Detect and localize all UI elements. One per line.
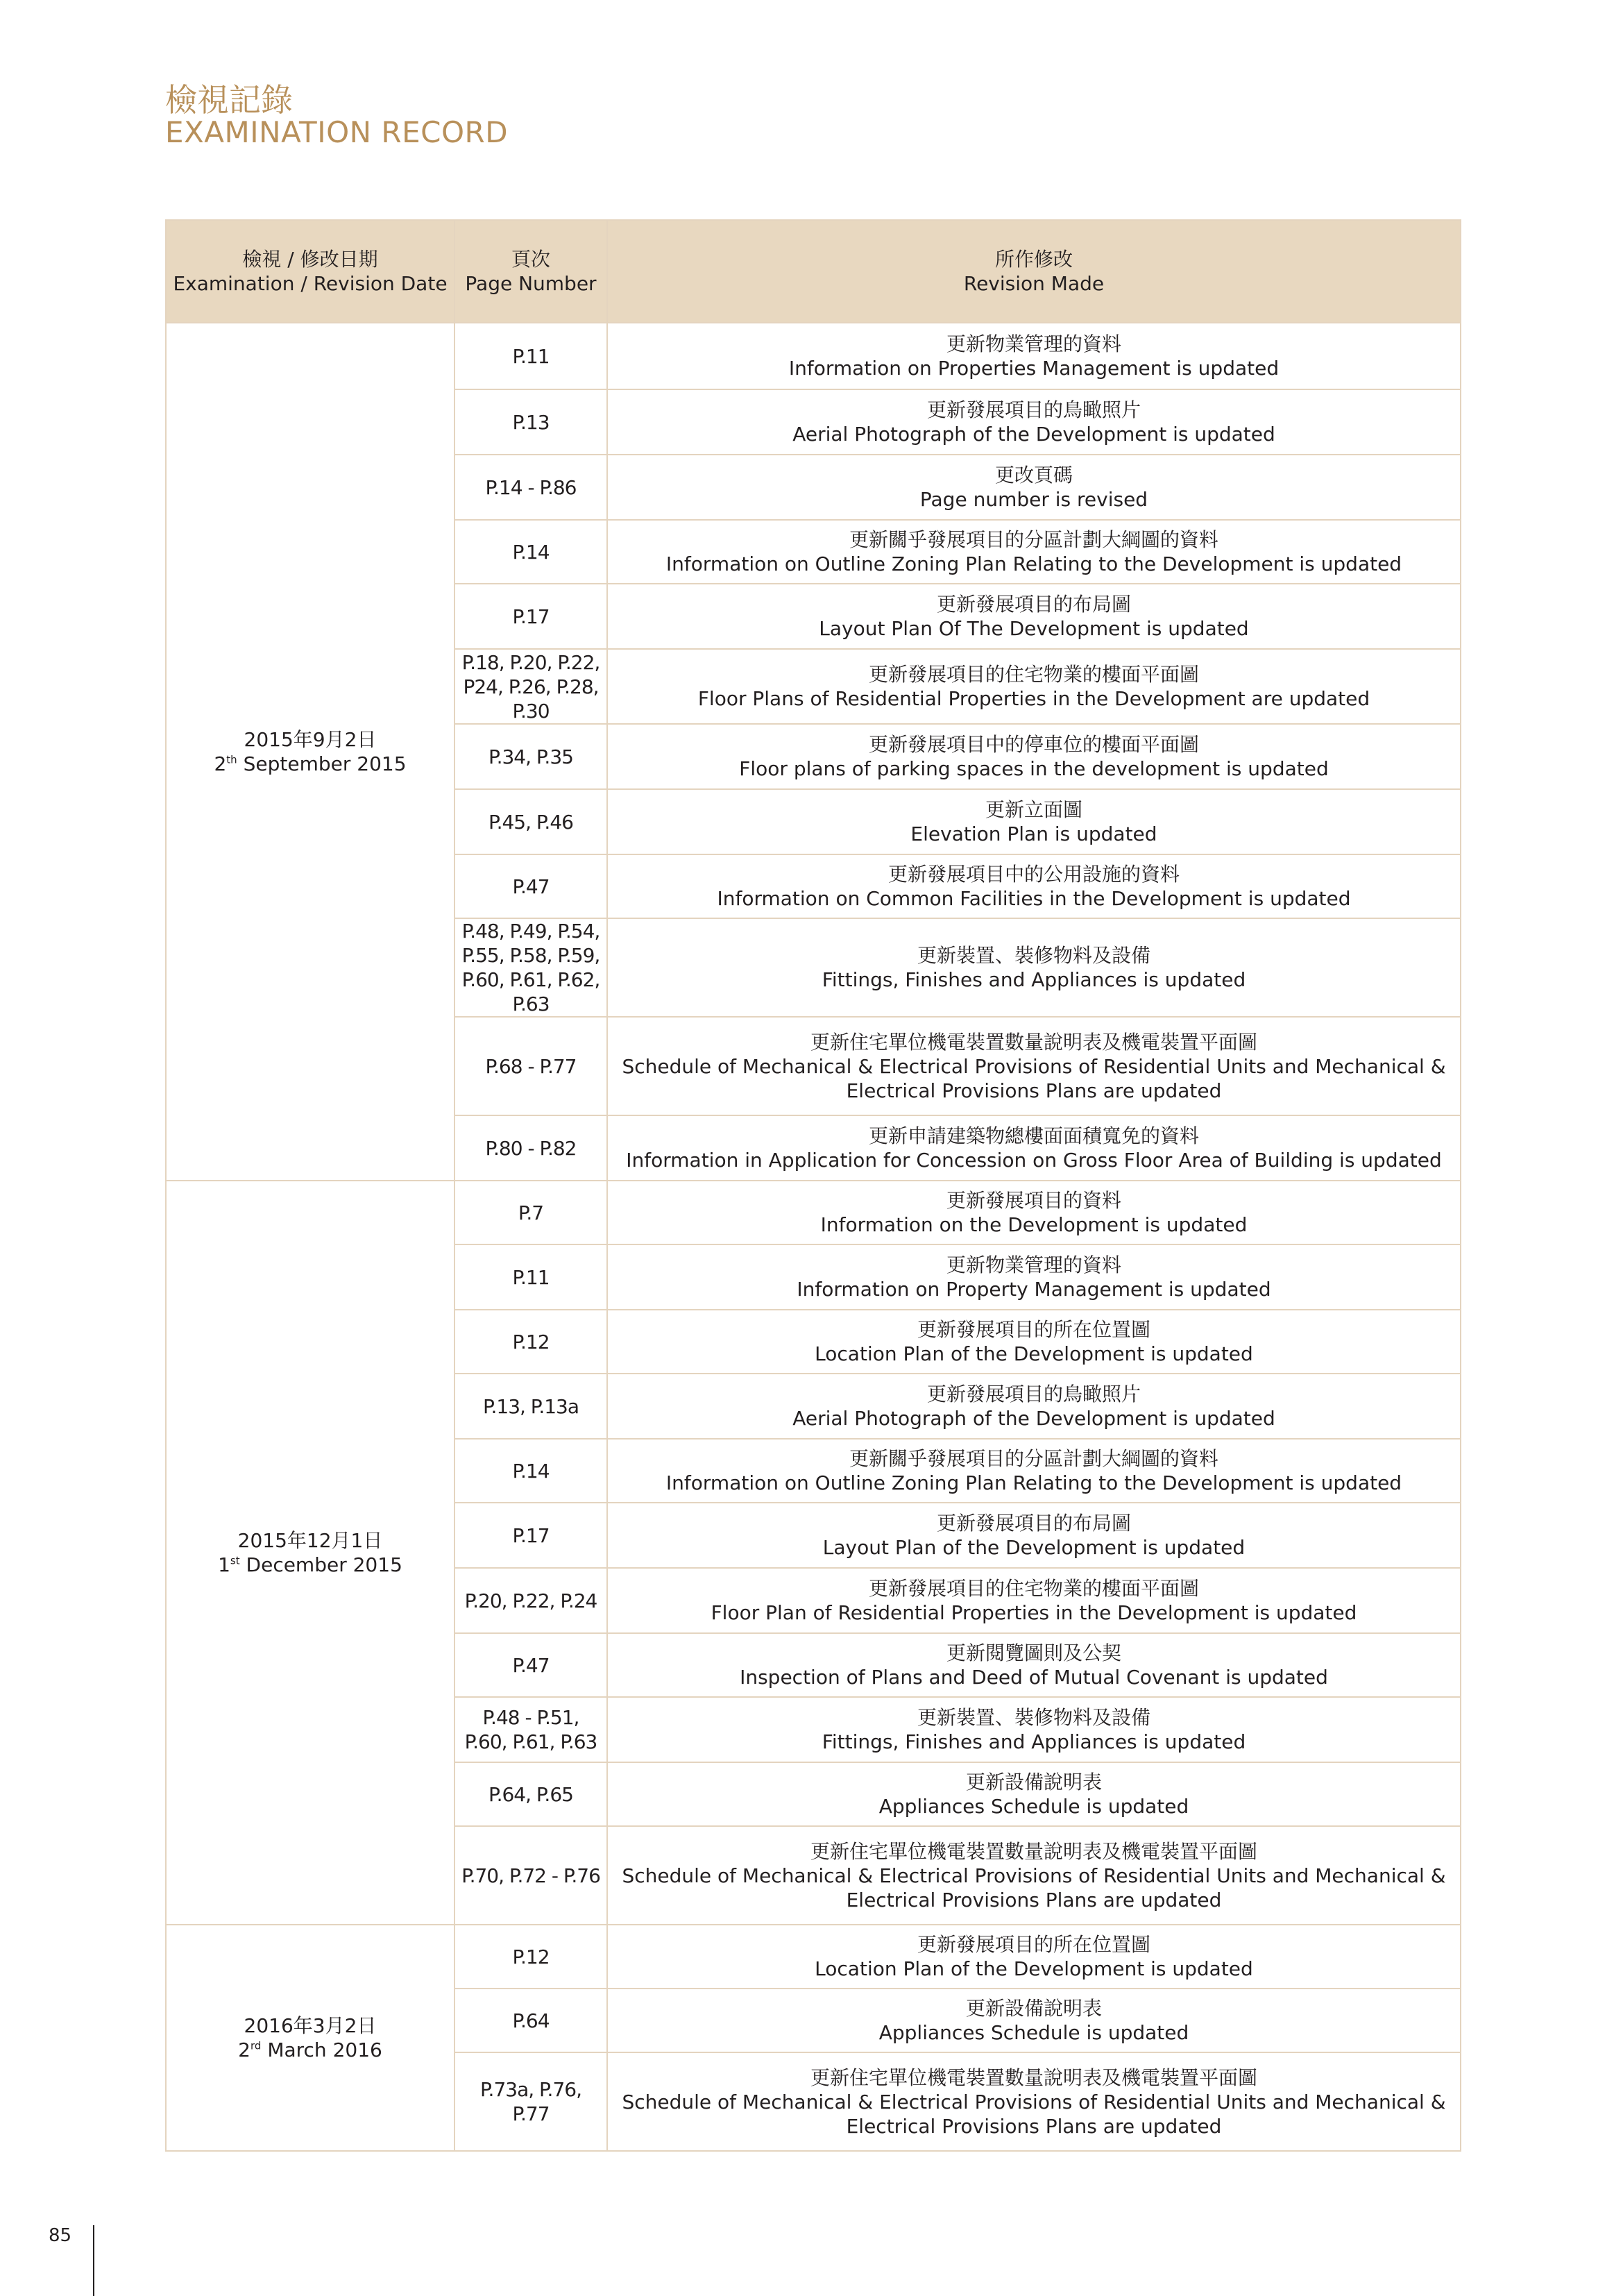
page-number-cell: P.47	[454, 854, 607, 918]
revision-en: Information on Outline Zoning Plan Relating to the Development is updated	[665, 1471, 1402, 1494]
revision-zh: 更新物業管理的資料	[946, 1253, 1121, 1276]
page-number-cell: P.45, P.46	[454, 789, 607, 854]
revision-cell	[607, 520, 1461, 584]
revision-cell	[607, 1017, 1461, 1115]
revision-zh: 更新發展項目的住宅物業的樓面平面圖	[868, 663, 1199, 686]
revision-zh: 更新設備說明表	[965, 1997, 1102, 2020]
revision-en: Location Plan of the Development is updated	[815, 1957, 1253, 1980]
revision-cell	[607, 724, 1461, 789]
revision-zh: 更新發展項目的住宅物業的樓面平面圖	[868, 1577, 1199, 1600]
revision-zh: 更新設備說明表	[965, 1771, 1102, 1793]
page-number-cell: P.14	[454, 1439, 607, 1503]
revision-en: Schedule of Mechanical & Electrical Provisions of Residential Units and Mechanical & Electrical Provisions Plans are updated	[622, 1054, 1446, 1102]
header-date-zh: 檢視 / 修改日期	[242, 248, 378, 271]
revision-cell	[607, 1439, 1461, 1503]
page-number-cell: P.12	[454, 1310, 607, 1374]
header-page-en: Page Number	[465, 272, 597, 295]
revision-en: Inspection of Plans and Deed of Mutual Covenant is updated	[740, 1666, 1328, 1689]
date-en-rest: March 2016	[261, 2038, 382, 2061]
revision-cell	[607, 1374, 1461, 1439]
revision-cell	[607, 789, 1461, 854]
revision-en: Aerial Photograph of the Development is updated	[792, 1407, 1275, 1430]
page-number-cell: P.13	[454, 389, 607, 455]
page-number-cell: P.14	[454, 520, 607, 584]
date-zh: 2015年9月2日	[244, 728, 377, 751]
page-title-en: EXAMINATION RECORD	[165, 115, 509, 149]
revision-cell	[607, 2052, 1461, 2151]
revision-en: Location Plan of the Development is updated	[815, 1342, 1253, 1365]
revision-en: Information on Property Management is updated	[797, 1278, 1271, 1301]
revision-en: Schedule of Mechanical & Electrical Provisions of Residential Units and Mechanical & Electrical Provisions Plans are updated	[622, 1864, 1446, 1911]
revision-cell	[607, 1181, 1461, 1244]
revision-zh: 更新發展項目的資料	[946, 1189, 1121, 1212]
page-number-cell: P.17	[454, 584, 607, 649]
page-number-cell: P.18, P.20, P.22, P24, P.26, P.28, P.30	[454, 649, 607, 724]
page-number-cell: P.20, P.22, P.24	[454, 1568, 607, 1633]
revision-cell	[607, 455, 1461, 520]
revision-en: Elevation Plan is updated	[910, 822, 1157, 845]
revision-cell	[607, 1310, 1461, 1374]
revision-en: Layout Plan Of The Development is updated	[819, 617, 1249, 640]
page-number-cell: P.14 - P.86	[454, 455, 607, 520]
date-en-suffix: st	[230, 1554, 240, 1567]
revision-en: Information on Outline Zoning Plan Relating to the Development is updated	[665, 552, 1402, 575]
page-number-cell: P.12	[454, 1925, 607, 1989]
header-revision	[607, 220, 1461, 323]
table-row	[166, 323, 1461, 389]
revision-en: Floor Plan of Residential Properties in the Development is updated	[711, 1601, 1357, 1624]
date-en-suffix: th	[226, 753, 237, 766]
date-en	[171, 1553, 450, 1577]
page-number: 85	[49, 2225, 72, 2246]
revision-zh: 更新發展項目的鳥瞰照片	[926, 398, 1141, 421]
header-date-en: Examination / Revision Date	[173, 272, 448, 295]
revision-zh: 更新關乎發展項目的分區計劃大綱圖的資料	[849, 528, 1218, 551]
revision-zh: 更新立面圖	[985, 798, 1082, 821]
table-body	[166, 323, 1461, 2151]
page-number-cell: P.11	[454, 323, 607, 389]
page-number-cell: P.13, P.13a	[454, 1374, 607, 1439]
page-number-cell: P.47	[454, 1633, 607, 1697]
date-en-day: 2	[214, 752, 227, 775]
table-row	[166, 1181, 1461, 1244]
header-revision-zh: 所作修改	[994, 248, 1073, 271]
revision-en: Floor plans of parking spaces in the development is updated	[739, 757, 1329, 780]
revision-cell	[607, 1697, 1461, 1762]
revision-cell	[607, 1826, 1461, 1925]
revision-en: Floor Plans of Residential Properties in the Development are updated	[697, 687, 1370, 710]
revision-zh: 更新發展項目中的公用設施的資料	[887, 863, 1180, 886]
revision-zh: 更新發展項目的鳥瞰照片	[926, 1383, 1141, 1406]
revision-cell	[607, 1633, 1461, 1697]
revision-zh: 更新發展項目中的停車位的樓面平面圖	[868, 733, 1199, 756]
date-en-rest: December 2015	[239, 1553, 402, 1576]
revision-en: Information in Application for Concession on Gross Floor Area of Building is updated	[626, 1149, 1442, 1172]
page-number-cell: P.70, P.72 - P.76	[454, 1826, 607, 1925]
page-number-cell: P.34, P.35	[454, 724, 607, 789]
revision-en: Schedule of Mechanical & Electrical Provisions of Residential Units and Mechanical & Electrical Provisions Plans are updated	[622, 2090, 1446, 2138]
revision-en: Information on Properties Management is updated	[788, 357, 1280, 380]
revision-en: Layout Plan of the Development is updated	[822, 1536, 1246, 1559]
revision-cell	[607, 1925, 1461, 1989]
revision-zh: 更新發展項目的所在位置圖	[917, 1933, 1150, 1956]
revision-zh: 更新裝置、裝修物料及設備	[917, 1706, 1150, 1729]
header-date	[166, 220, 454, 323]
revision-en: Fittings, Finishes and Appliances is updated	[822, 1730, 1246, 1753]
revision-zh: 更改頁碼	[994, 464, 1073, 487]
page-number-cell: P.7	[454, 1181, 607, 1244]
revision-en: Appliances Schedule is updated	[878, 2021, 1189, 2044]
examination-record-table	[165, 219, 1461, 2152]
date-en	[171, 752, 450, 776]
revision-cell	[607, 1244, 1461, 1310]
table-row	[166, 1925, 1461, 1989]
revision-zh: 更新申請建築物總樓面面積寬免的資料	[868, 1124, 1199, 1147]
revision-en: Information on the Development is updated	[820, 1213, 1248, 1236]
revision-zh: 更新住宅單位機電裝置數量說明表及機電裝置平面圖	[810, 2066, 1257, 2089]
page-number-cell: P.48, P.49, P.54, P.55, P.58, P.59, P.60, P.61, P.62, P.63	[454, 918, 607, 1017]
page-number-cell: P.17	[454, 1503, 607, 1568]
revision-cell	[607, 1762, 1461, 1826]
date-zh: 2016年3月2日	[244, 2014, 377, 2037]
revision-zh: 更新住宅單位機電裝置數量說明表及機電裝置平面圖	[810, 1839, 1257, 1863]
date-cell	[166, 1925, 454, 2151]
page-number-cell: P.80 - P.82	[454, 1115, 607, 1181]
date-en-day: 2	[238, 2038, 250, 2061]
header-page	[454, 220, 607, 323]
revision-en: Information on Common Facilities in the Development is updated	[717, 887, 1351, 910]
date-en-rest: September 2015	[237, 752, 407, 775]
date-en-day: 1	[218, 1553, 230, 1576]
revision-zh: 更新閱覽圖則及公契	[946, 1641, 1121, 1664]
header-page-zh: 頁次	[511, 248, 550, 271]
revision-en: Appliances Schedule is updated	[878, 1795, 1189, 1818]
revision-zh: 更新住宅單位機電裝置數量說明表及機電裝置平面圖	[810, 1030, 1257, 1054]
revision-zh: 更新發展項目的布局圖	[936, 593, 1131, 616]
page-number-cell: P.64	[454, 1989, 607, 2052]
revision-en: Page number is revised	[919, 488, 1148, 511]
page-number-cell: P.73a, P.76, P.77	[454, 2052, 607, 2151]
revision-cell	[607, 854, 1461, 918]
revision-cell	[607, 1989, 1461, 2052]
table-header-row	[166, 220, 1461, 323]
revision-zh: 更新裝置、裝修物料及設備	[917, 944, 1150, 967]
page-number-cell: P.68 - P.77	[454, 1017, 607, 1115]
page-number-cell: P.11	[454, 1244, 607, 1310]
revision-zh: 更新發展項目的布局圖	[936, 1512, 1131, 1535]
revision-cell	[607, 1115, 1461, 1181]
revision-zh: 更新關乎發展項目的分區計劃大綱圖的資料	[849, 1447, 1218, 1470]
header-revision-en: Revision Made	[963, 272, 1105, 295]
date-cell	[166, 1181, 454, 1925]
date-en	[171, 2038, 450, 2062]
page-number-cell: P.48 - P.51, P.60, P.61, P.63	[454, 1697, 607, 1762]
revision-zh: 更新發展項目的所在位置圖	[917, 1318, 1150, 1341]
revision-cell	[607, 1503, 1461, 1568]
date-en-suffix: rd	[250, 2039, 262, 2052]
revision-cell	[607, 1568, 1461, 1633]
revision-cell	[607, 389, 1461, 455]
revision-en: Fittings, Finishes and Appliances is updated	[822, 968, 1246, 991]
footer-divider	[93, 2225, 94, 2296]
revision-cell	[607, 584, 1461, 649]
revision-cell	[607, 918, 1461, 1017]
date-zh: 2015年12月1日	[237, 1529, 383, 1552]
page-number-cell: P.64, P.65	[454, 1762, 607, 1826]
date-cell	[166, 323, 454, 1181]
revision-cell	[607, 323, 1461, 389]
page-title-zh: 檢視記錄	[165, 81, 293, 119]
revision-zh: 更新物業管理的資料	[946, 332, 1121, 355]
revision-cell	[607, 649, 1461, 724]
revision-en: Aerial Photograph of the Development is updated	[792, 423, 1275, 446]
